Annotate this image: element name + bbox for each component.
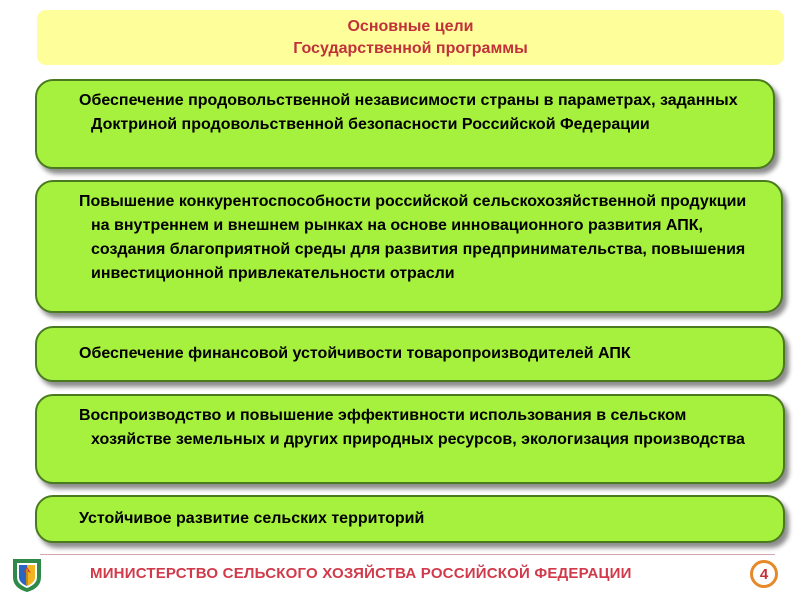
goal-box-5 (35, 495, 785, 543)
goal-text-3: Обеспечение финансовой устойчивости товаропроизводителей АПК (79, 345, 631, 362)
slide-title-line1: Основные цели (347, 17, 474, 35)
slide-title-box (37, 10, 784, 65)
slide-title-line2: Государственной программы (293, 39, 528, 57)
goal-box-4 (35, 394, 785, 484)
page-number-badge: 4 (750, 560, 778, 588)
goal-text-2: Повышение конкурентоспособности российской сельскохозяйственной продукции на внутреннем и внешнем рынках на основе инновационного развития АПК, создания благоприятной среды для развития предпринимательства, повышения инвестиционной привлекательности отрасли (79, 193, 747, 282)
goal-text-1: Обеспечение продовольственной независимости страны в параметрах, заданных Доктриной продовольственной безопасности Российской Федерации (79, 92, 738, 133)
footer-divider (40, 554, 775, 555)
goal-box-2 (35, 180, 783, 313)
goal-text-5: Устойчивое развитие сельских территорий (79, 510, 425, 527)
goal-box-3 (35, 326, 785, 382)
goal-text-4: Воспроизводство и повышение эффективности использования в сельском хозяйстве земельных и других природных ресурсов, экологизация производства (79, 407, 745, 448)
goal-box-1 (35, 79, 775, 169)
footer-ministry-name: МИНИСТЕРСТВО СЕЛЬСКОГО ХОЗЯЙСТВА РОССИЙСКОЙ ФЕДЕРАЦИИ (90, 565, 632, 582)
ministry-emblem-icon (10, 555, 44, 593)
